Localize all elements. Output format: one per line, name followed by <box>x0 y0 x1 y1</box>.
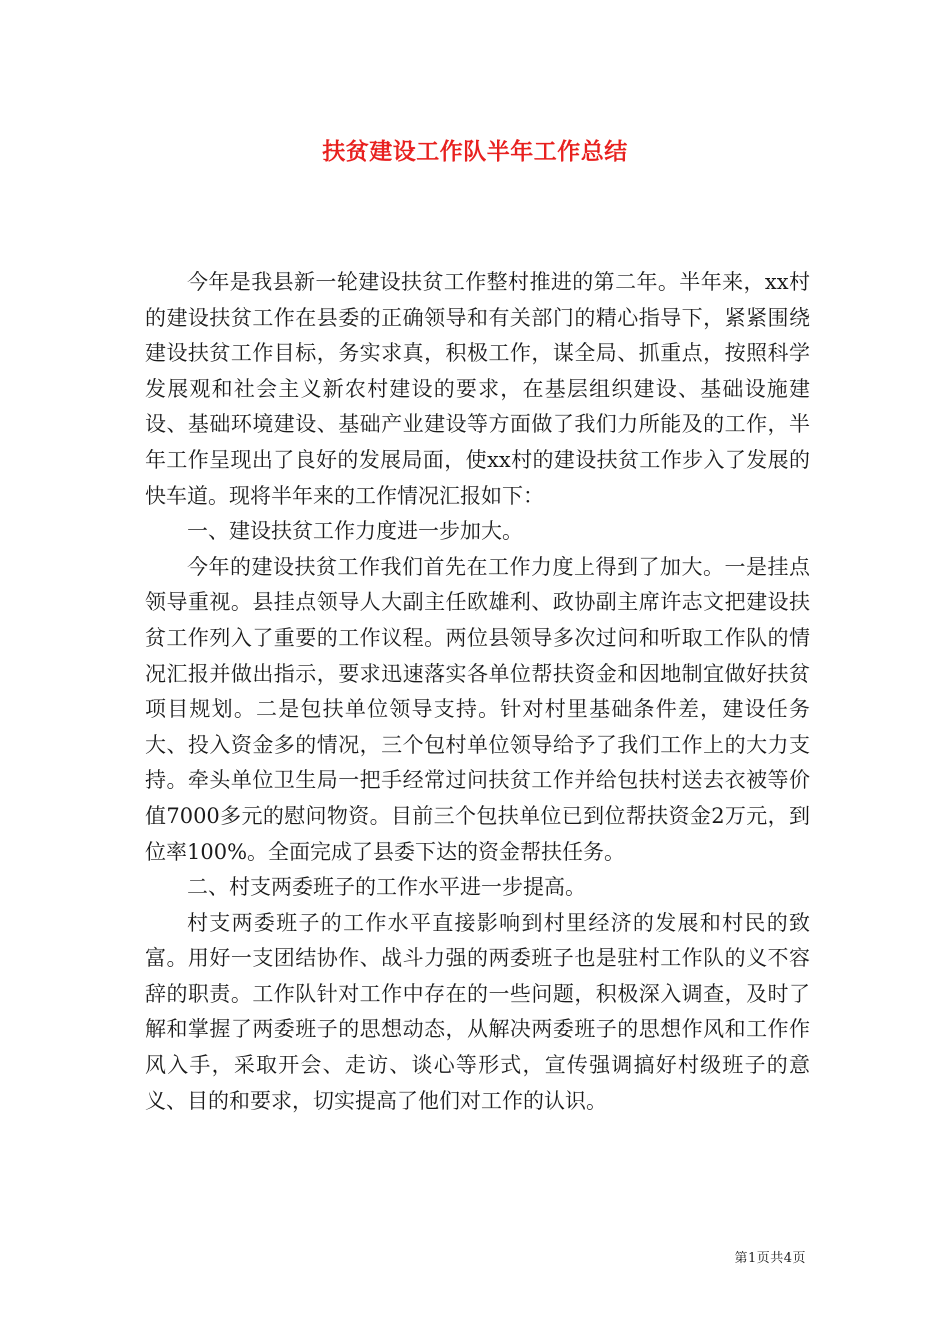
page-number: 第1页共4页 <box>734 1251 806 1266</box>
document-title: 扶贫建设工作队半年工作总结 <box>322 138 628 165</box>
section-heading-2: 二、村支两委班子的工作水平进一步提高。 <box>187 875 586 900</box>
paragraph-section-2: 村支两委班子的工作水平直接影响到村里经济的发展和村民的致富。用好一支团结协作、战斗力强的两委班子也是驻村工作队的义不容辞的职责。工作队针对工作中存在的一些问题，积极深入调查，及时了解和掌握了两委班子的思想动态，从解决两委班子的思想作风和工作作风入手，采取开会、走访、谈心等形式，宣传强调搞好村级班子的意义、目的和要求，切实提高了他们对工作的认识。 <box>145 910 810 1113</box>
paragraph-intro: 今年是我县新一轮建设扶贫工作整村推进的第二年。半年来，xx村的建设扶贫工作在县委的正确领导和有关部门的精心指导下，紧紧围绕建设扶贫工作目标，务实求真，积极工作，谋全局、抓重点，按照科学发展观和社会主义新农村建设的要求，在基层组织建设、基础设施建设、基础环境建设、基础产业建设等方面做了我们力所能及的工作，半年工作呈现出了良好的发展局面，使xx村的建设扶贫工作步入了发展的快车道。现将半年来的工作情况汇报如下： <box>145 270 810 508</box>
paragraph-section-1: 今年的建设扶贫工作我们首先在工作力度上得到了加大。一是挂点领导重视。县挂点领导人大副主任欧雄利、政协副主席许志文把建设扶贫工作列入了重要的工作议程。两位县领导多次过问和听取工作队的情况汇报并做出指示，要求迅速落实各单位帮扶资金和因地制宜做好扶贫项目规划。二是包扶单位领导支持。针对村里基础条件差，建设任务大、投入资金多的情况，三个包村单位领导给予了我们工作上的大力支持。牵头单位卫生局一把手经常过问扶贫工作并给包扶村送去衣被等价值7000多元的慰问物资。目前三个包扶单位已到位帮扶资金2万元，到位率100%。全面完成了县委下达的资金帮扶任务。 <box>145 554 810 864</box>
document-body <box>145 265 810 1119</box>
section-heading-1: 一、建设扶贫工作力度进一步加大。 <box>187 519 523 544</box>
